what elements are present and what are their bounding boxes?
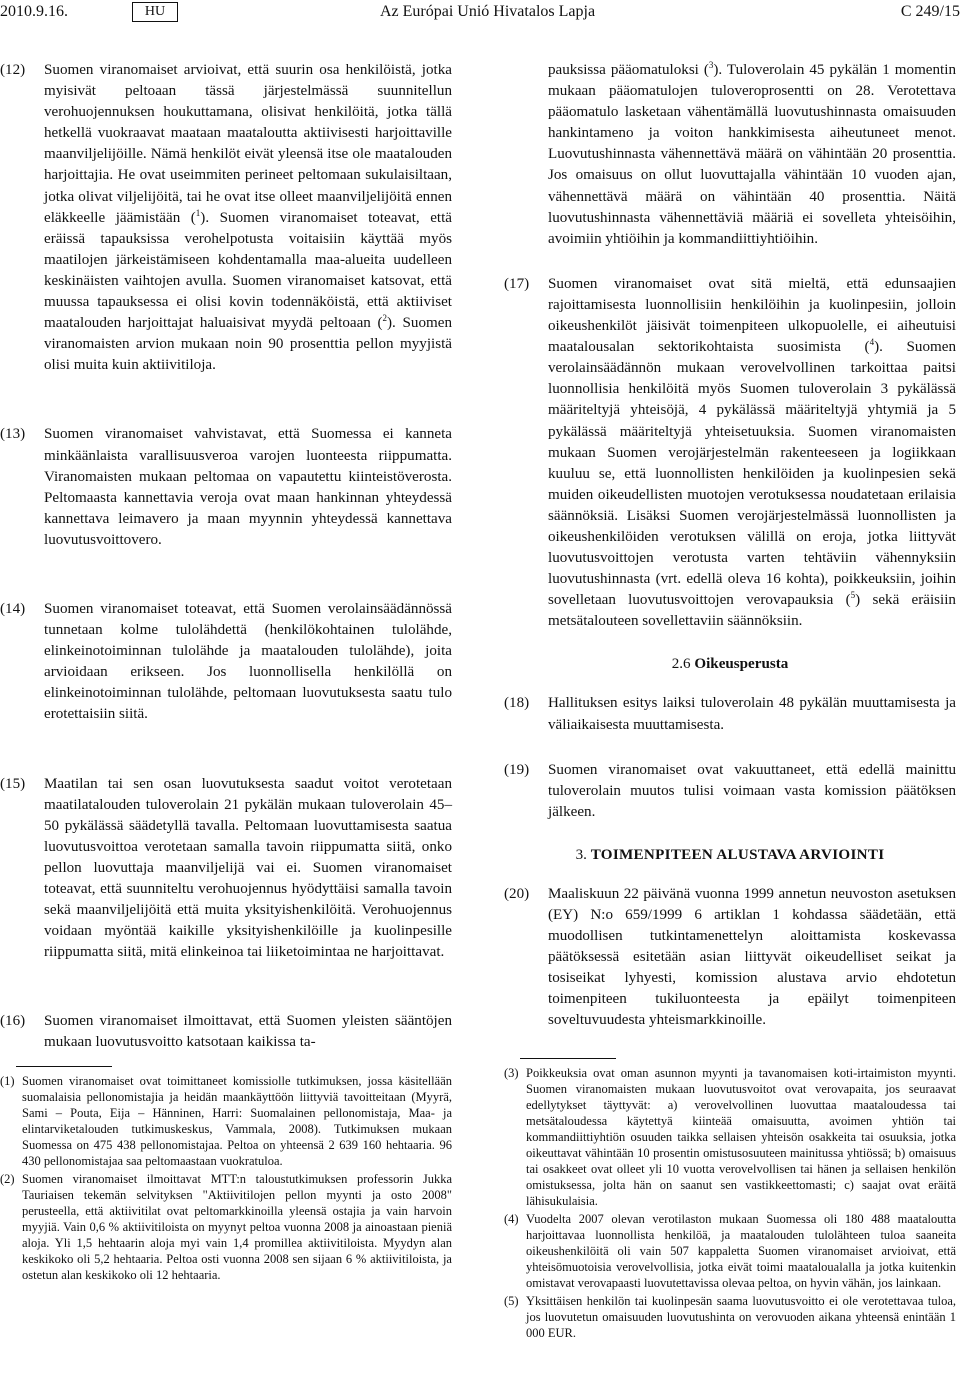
footnote-text: Suomen viranomaiset ovat toimittaneet komissiolle tutkimuksen, jossa käsitellään suomalaisia pellonomistajia ja heidän maankäyttöön liittyviä tavoitteitaan (Myyrä, Sami – Pouta, Eija – Hänninen, Harri: Suomalainen pellonomistaja, Maa- ja elintarviketalouden tutkimuskeskus, Vammala, 2008). Tutkimuksen mukaan Suomessa on 475 438 pellonomistajaa. Peltoa on yhteensä 2 639 160 hehtaaria. 96 430 pellonomistajaa saa peltomaastaan vuokratuloa. (22, 1073, 452, 1168)
footnote-ref[interactable]: 1 (195, 207, 201, 218)
footnote-text: Vuodelta 2007 olevan verotilaston mukaan Suomessa oli 180 488 maataloutta harjoittavaa luonnollista henkilöä, ja maatalouden tulolähteen tuloa saaneita oikeushenkilöitä oli vain 507 kappaletta Suomen viranomaiset arvioivat, että yhteisömuotoisia verovelvollisia, jotka eivät toimi maataloualalla ja jotka kuitenkin omistavat verovapaasti luovutettavissa olevaa peltoa, on hyvin vähän, jos lainkaan. (526, 1211, 956, 1290)
paragraph-number: (18) (504, 695, 530, 712)
paragraph-15 (0, 774, 452, 964)
paragraph-text: Maatilan tai sen osan luovutuksesta saadut voitot verotetaan maatilatalouden tuloverolain 21 pykälän mukaan tuloverolain 45–50 pykälässä säädetyllä tavalla. Peltomaan luovuttamisesta saatua luovutusvoittoa verotetaan samalla tavoin riippumatta siitä, onko pellon luovuttaja maanviljelijä vai ei. Suomen viranomaiset toteavat, että suunniteltu verohuojennus hyödyttäisi samalla tavoin sekä maanviljelijöitä että muita yksityishenkilöitä. Verohuojennus voidaan myöntää kaikille yksityishenkilöille ja kuolinpesille riippumatta siitä, mitä elinkeinoa tai liiketoimintaa ne harjoittavat. (44, 775, 452, 961)
footnote-4 (504, 1211, 956, 1291)
footnote-ref[interactable]: 2 (382, 313, 388, 324)
footnote-1 (0, 1073, 452, 1169)
text-run: ). Suomen verolainsäädännön mukaan verovelvollinen tarkoittaa paitsi luonnollisia henkilöitä myös Suomen tuloverolain 3 pykälässä määriteltyjä yhteisöjä, 4 pykälässä määriteltyjä yhtymiä ja 5 pykälässä määriteltyjä yhteisetuuksia. Suomen viranomaisten mukaan Suomen verojärjestelmän rakenteeseen ja logiikkaan kuuluu se, että luonnollisten henkilöiden ja kuolinpesien sekä muiden oikeudellisten muotojen verotuksessa noudatetaan erilaisia säännöksiä. Lisäksi Suomen verojärjestelmässä luonnollisten ja oikeushenkilöiden verotuksen välillä on eroja, jotka liittyvät luovutusvoittojen verotusta varten tehtäviin vähennyksiin luovutushinnasta (vrt. edellä oleva 16 kohta), poikkeuksiin, joihin sovelletaan luovutusvoittojen verovapauksia ( (548, 339, 956, 609)
section-heading-3 (504, 845, 956, 866)
section-title: Oikeusperusta (694, 656, 789, 673)
footnote-ref[interactable]: 5 (850, 590, 856, 601)
paragraph-16 (0, 1011, 452, 1053)
footnote-ref[interactable]: 4 (869, 337, 875, 348)
text-run: Suomen viranomaiset ovat sitä mieltä, että edunsaajien rajoittamisesta luonnollisiin henkilöihin ja kuolinpesiin, jolloin oikeushenkilöt jäisivät toimenpiteen ulkopuolelle, ei aiheutuisi maatalousalan sektorikohtaista suosimista ( (548, 275, 956, 356)
section-title: TOIMENPITEEN ALUSTAVA ARVIOINTI (590, 846, 885, 863)
footnote-text: Suomen viranomaiset ilmoittavat MTT:n taloustutkimuksen professorin Jukka Tauriaisen tekemän selvityksen "Aktiivitilojen pellon myynti ja osto 2008" perusteella, että aktiivitilat ovat peltomarkkinoilla yleensä ostajia ja vain harvoin myyjiä. Vain 0,6 % aktiivitiloista on myynyt peltoa vuonna 2008 ja ainoastaan pieniä aloja. Yli 1,5 hehtaarin aloja myi vain 1,4 promillea aktiivitiloista. Myydyn alan keskikoko oli 5,2 hehtaaria. Peltoa osti vuonna 2008 sen sijaan 6 % aktiivitiloista, ja ostetun alan keskikoko oli 12 hehtaaria. (22, 1171, 452, 1282)
paragraph-text: Maaliskuun 22 päivänä vuonna 1999 annetun neuvoston asetuksen (EY) N:o 659/1999 6 artiklan 1 kohdassa säädetään, että muodollisen tutkintamenettelyn aloittamista koskevassa päätöksessä esitetään asian liittyvät oikeudelliset seikat ja tosiseikat lyhyesti, komission alustava arvio ehdotetun toimenpiteen tukiluonteesta ja epäilyt toimenpiteen soveltuvuudesta yhteismarkkinoille. (548, 885, 956, 1029)
paragraph-number: (19) (504, 761, 530, 778)
page-number: C 249/15 (900, 3, 960, 20)
footnote-ref[interactable]: 3 (708, 59, 714, 70)
paragraph-16-continued (504, 60, 956, 250)
paragraph-text (44, 60, 452, 376)
paragraph-text: Suomen viranomaiset vahvistavat, että Suomessa ei kanneta minkäänlaista varallisuusveroa varojen luonteesta riippumatta. Viranomaisten mukaan peltomaa on vapautettu kiinteistöverosta. Peltomaasta kannettavia veroja ovat maan hankinnan yhteydessä kannettava leimavero ja maan myynnin yhteydessä kannettava luovutusvoittovero. (44, 426, 452, 548)
language-badge: HU (132, 2, 178, 22)
paragraph-text (548, 274, 956, 633)
journal-title: Az Európai Unió Hivatalos Lapja (380, 3, 596, 20)
footnote-number: (4) (504, 1211, 519, 1226)
paragraph-number: (13) (0, 426, 26, 443)
footnote-number: (5) (504, 1293, 519, 1308)
paragraph-text: Suomen viranomaiset ovat vakuuttaneet, että edellä mainittu tuloverolain muutos tulisi voimaan vasta komission päätöksen jälkeen. (548, 761, 956, 820)
text-run: ) sekä eräisiin metsätalouteen sovellettaviin säännöksiin. (548, 592, 956, 630)
footnote-divider (520, 1058, 616, 1059)
text-run: ). Tuloverolain 45 pykälän 1 momentin mukaan pääomatulojen tuloveroprosentti on 28. Verotettava pääomatulo lasketaan vähentämällä luovutushinnasta omaisuuden hankintameno ja voiton hankkimisesta aiheutuneet menot. Luovutushinnasta vähennettävä määrä on vähintään 20 prosenttia. Jos omaisuus on ollut luovuttajalla vähintään 10 vuoden ajan, vähennettävä määrä on vähintään 40 prosenttia. Näitä luovutushinnasta vähennettäviä määriä ei sovelleta yhteisöihin, avoimiin yhtiöihin ja kommandiittiyhtiöihin. (548, 62, 956, 247)
text-run: ). Suomen viranomaiset toteavat, että eräissä tapauksissa verohelpotusta voitaisiin käyttää myös maatilojen järkeistämiseen kohdentamalla maa-alueita uudelleen keskinäisten vaihtojen avulla. Suomen viranomaiset katsovat, että muussa tapauksessa ei olisi kovin todennäköistä, että aktiiviset maatalouden harjoittajat haluaisivat myydä peltoaan ( (44, 209, 452, 332)
publication-date: 2010.9.16. (0, 3, 68, 20)
paragraph-20 (504, 884, 956, 1032)
footnote-5 (504, 1293, 956, 1341)
footnote-3 (504, 1065, 956, 1209)
footnote-number: (3) (504, 1065, 519, 1080)
paragraph-18 (504, 693, 956, 735)
right-column (504, 60, 956, 1390)
paragraph-14 (0, 599, 452, 726)
paragraph-number: (17) (504, 275, 530, 292)
paragraph-number: (14) (0, 600, 26, 617)
text-run: Suomen viranomaiset arvioivat, että suurin osa henkilöistä, jotka myisivät peltoaan tässä järjestelmässä suunnitellun verohuojennuksen houkuttamana, olisivat henkilöitä, jotka tällä hetkellä vuokraavat maataan maataloutta aktiivisesti harjoittaville maanviljelijöille. Nämä henkilöt eivät yleensä itse ole maatalouden harjoittajia. He ovat useimmiten perineet peltomaan sukulaisiltaan, jotka olivat viljelijöitä, tai he ovat itse olleet maanviljelijöitä ennen eläkkeelle jäämistään ( (44, 62, 452, 226)
text-run: pauksissa pääomatuloksi ( (548, 62, 709, 78)
paragraph-text: Suomen viranomaiset toteavat, että Suomen verolainsäädännössä tunnetaan kolme tulolähdettä (henkilökohtainen tulolähde, elinkeinotoiminnan tulolähde ja maatalouden tulolähde), joita arvioidaan erikseen. Jos luonnollisella henkilöllä on elinkeinotoiminnan tulolähde, peltomaan luovutuksesta saatu tulo erotettaisiin siitä. (44, 600, 452, 723)
paragraph-13 (0, 424, 452, 551)
footnote-divider (16, 1066, 112, 1067)
paragraph-text: Suomen viranomaiset ilmoittavat, että Suomen yleisten sääntöjen mukaan luovutusvoitto katsotaan kaikissa ta- (44, 1013, 452, 1051)
paragraph-number: (15) (0, 775, 26, 792)
paragraph-number: (20) (504, 885, 530, 902)
page-header (0, 2, 960, 24)
paragraph-number: (12) (0, 62, 26, 78)
footnote-2 (0, 1171, 452, 1283)
footnote-text: Yksittäisen henkilön tai kuolinpesän saama luovutusvoitto ei ole verotettavaa tuloa, jos luovutetun omaisuuden luovutushinta on verovuoden aikana yhteensä enintään 1 000 EUR. (526, 1293, 956, 1340)
paragraph-19 (504, 760, 956, 823)
footnote-number: (1) (0, 1073, 15, 1088)
footnote-text: Poikkeuksia ovat oman asunnon myynti ja tavanomaisen koti-irtaimiston myynti. Suomen viranomaisten mukaan luovutusvoitot ovat verovapaita, jos seuraavat edellytykset täyttyvät: a) verovelvollinen luovuttaa maataloudessa tai metsätaloudessa käytettyä kiinteää omaisuutta, avoimen yhtiön tai kommandiittiyhtiön osuuden taikka sellaisen yhteisön osakkeita tai osuuksia, jotka oikeuttavat vähintään 10 prosentin omistusosuuteen mainitussa yhtiössä; b) omaisuus tai osakkeet ovat olleet yli 10 vuotta verovelvollisen tai hänen ja sellaisen henkilön omistuksessa, jolta hän on saanut sen vastikkeettomasti; c) saajat ovat eräitä lähisukulaisia. (526, 1065, 956, 1208)
section-number: 2.6 (671, 656, 691, 673)
paragraph-text (504, 60, 956, 250)
section-heading-2-6 (504, 654, 956, 675)
paragraph-17 (504, 274, 956, 633)
section-number: 3. (575, 846, 587, 863)
paragraph-number: (16) (0, 1013, 26, 1030)
text-run: ). Suomen viranomaisten arvion mukaan noin 90 prosenttia pellon myyjistä olisi muita kuin aktiivitiloja. (44, 315, 452, 374)
footnote-number: (2) (0, 1171, 15, 1186)
paragraph-text: Hallituksen esitys laiksi tuloverolain 48 pykälän muuttamisesta ja väliaikaisesta muuttamisesta. (548, 695, 956, 733)
paragraph-12 (0, 60, 452, 376)
left-column (0, 60, 452, 1390)
